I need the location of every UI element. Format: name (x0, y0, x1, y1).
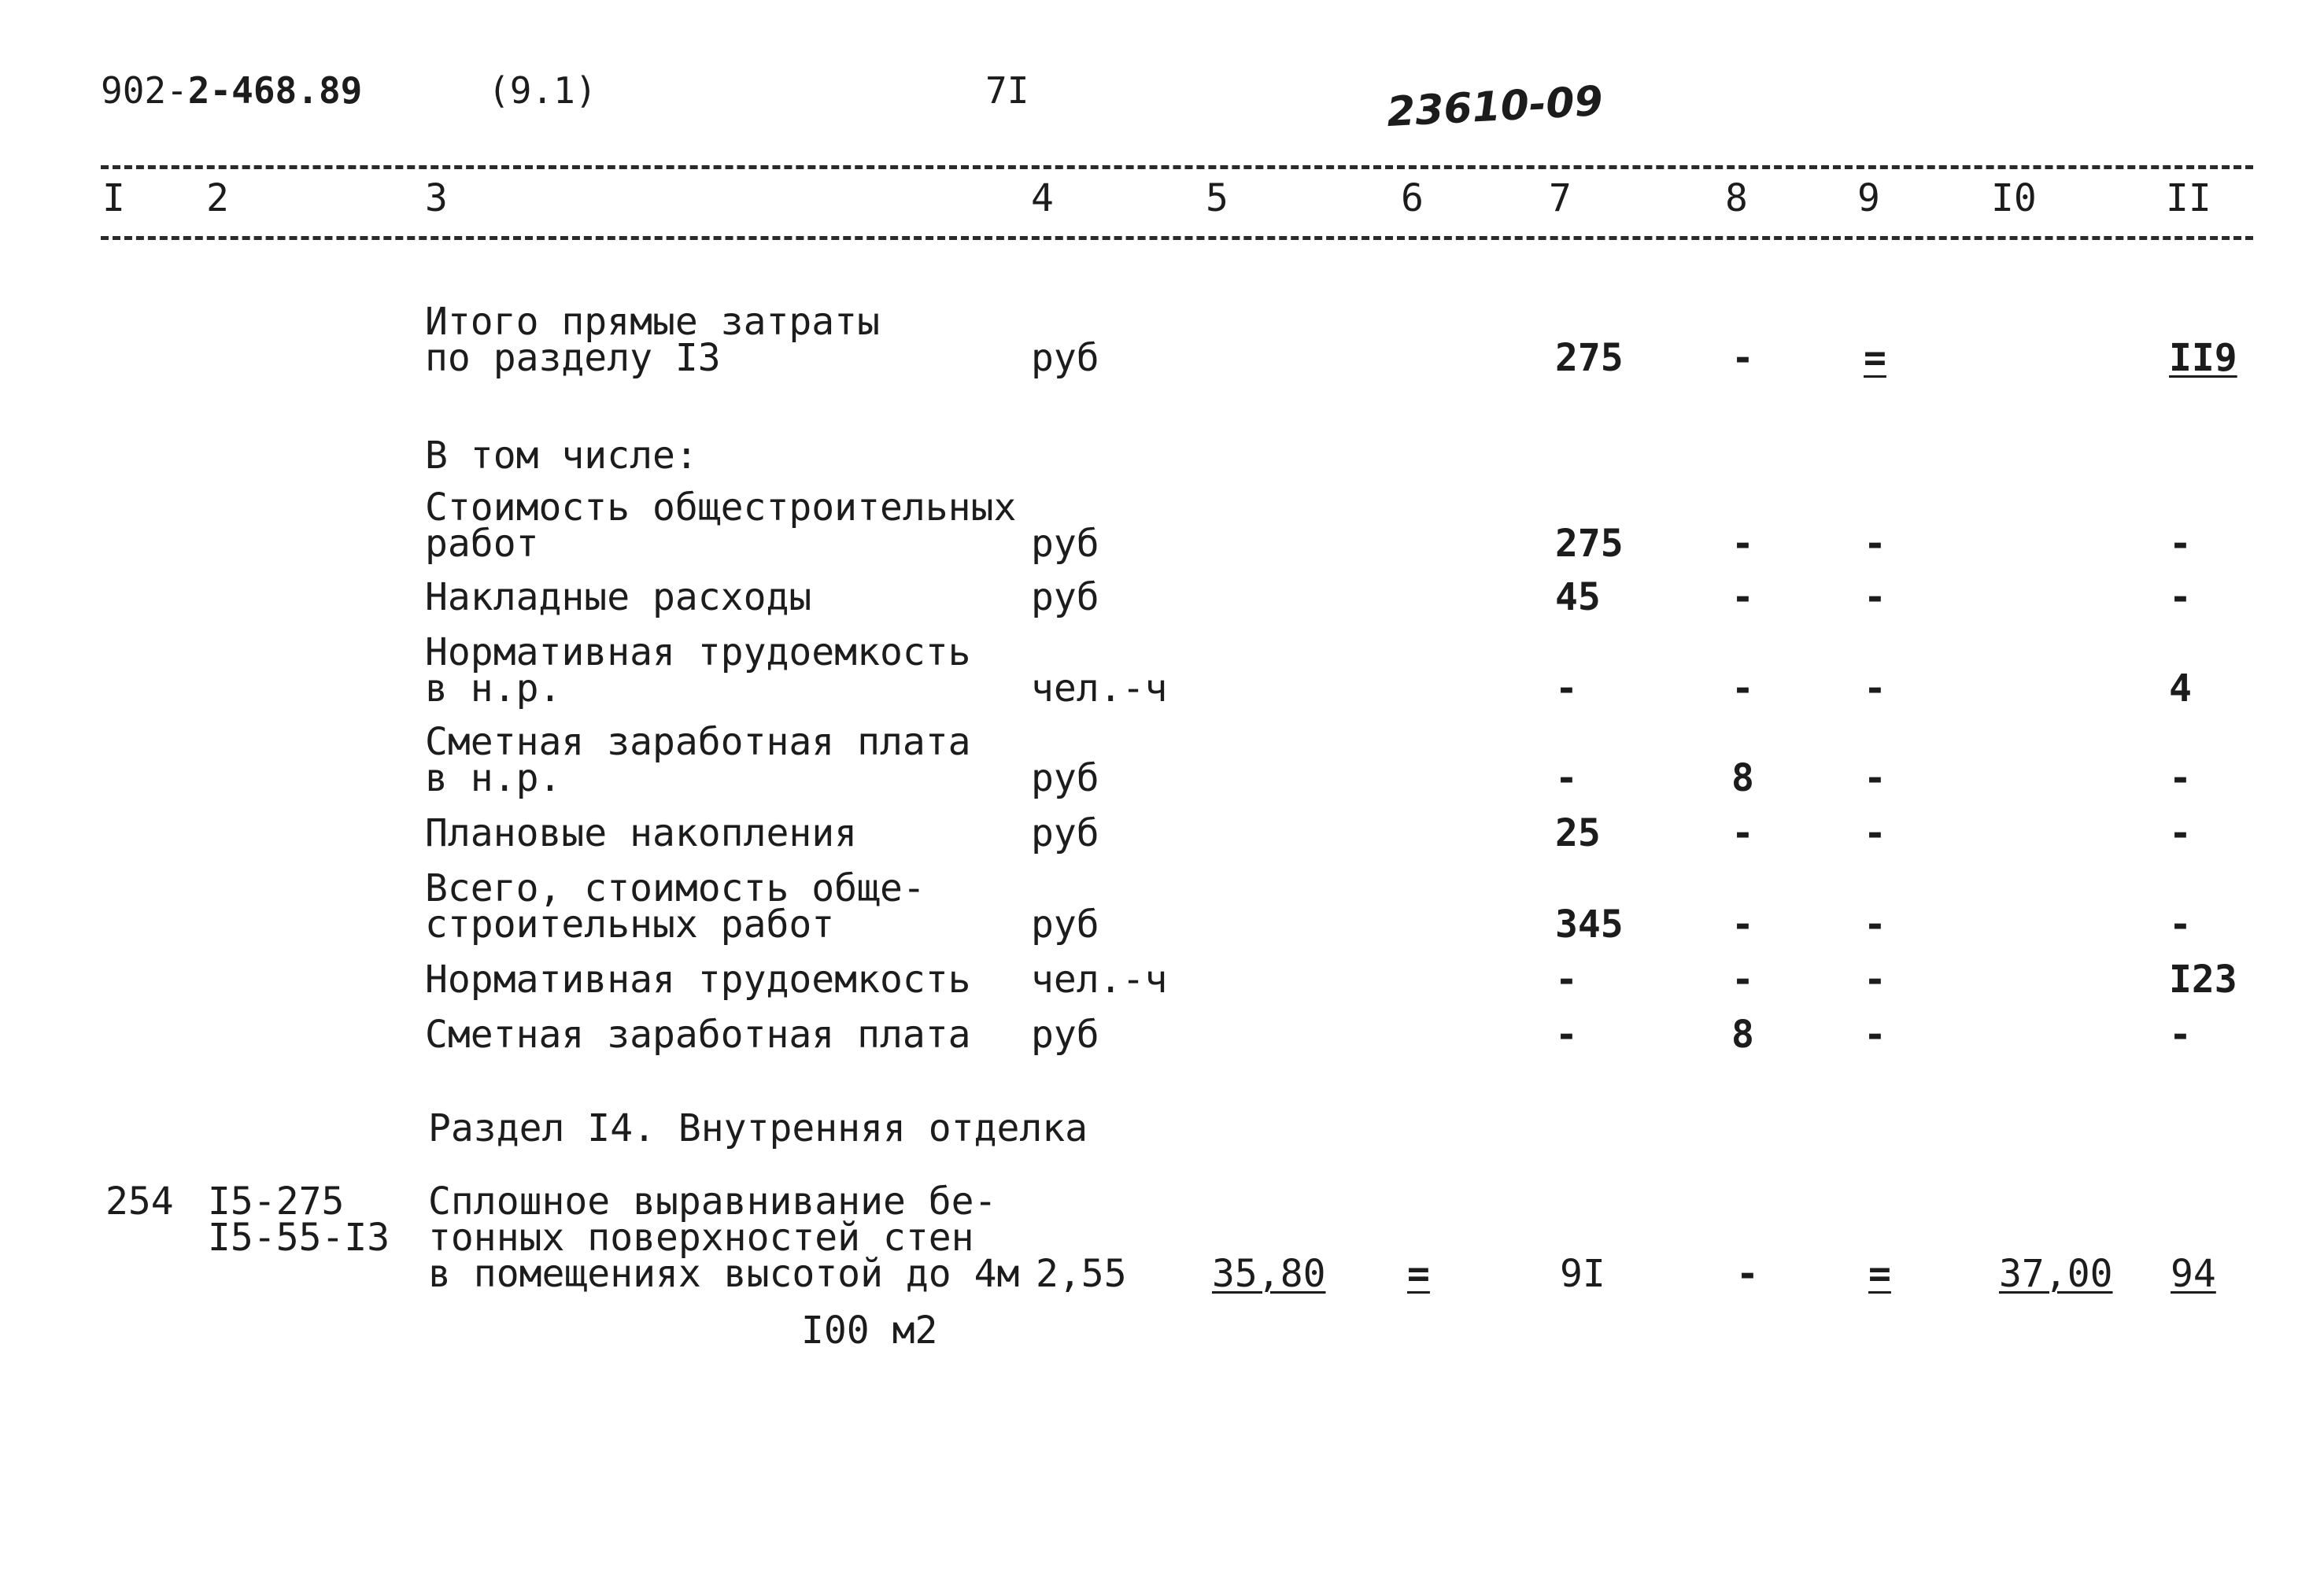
row-description: Плановые накопления (425, 811, 858, 855)
item-col5: 35,80 (1212, 1252, 1326, 1296)
column-number-8: 8 (1725, 176, 1748, 220)
row-col9: - (1864, 811, 1886, 855)
row-description: Нормативная трудоемкость в н.р. (425, 630, 971, 711)
row-col8: - (1731, 336, 1754, 380)
page-number: 7I (985, 69, 1029, 112)
row-col11: - (2169, 903, 2192, 947)
row-col7: 45 (1555, 575, 1601, 619)
column-number-1: I (102, 176, 125, 220)
row-col9: - (1864, 522, 1886, 566)
column-number-2: 2 (206, 176, 229, 220)
row-col11: - (2169, 522, 2192, 566)
row-description: Сметная заработная плата (425, 1013, 971, 1057)
row-col8: - (1731, 575, 1754, 619)
row-description: Итого прямые затраты по разделу I3 (425, 300, 880, 380)
row-col8: - (1731, 666, 1754, 711)
row-description: Всего, стоимость обще- строительных работ (425, 866, 926, 947)
item-col7: 9I (1560, 1252, 1605, 1296)
column-number-5: 5 (1206, 176, 1229, 220)
column-number-4: 4 (1031, 176, 1054, 220)
column-number-6: 6 (1401, 176, 1424, 220)
row-description: В том числе: (425, 434, 698, 478)
row-col8: - (1731, 522, 1754, 566)
row-col7: 275 (1555, 336, 1624, 380)
column-number-10: I0 (1991, 176, 2037, 220)
column-number-11: II (2166, 176, 2211, 220)
row-col7: 25 (1555, 811, 1601, 855)
row-col8: 8 (1731, 756, 1754, 800)
row-unit: руб (1031, 1013, 1099, 1057)
row-col7: - (1555, 756, 1578, 800)
row-col8: - (1731, 958, 1754, 1002)
row-col11: II9 (2169, 336, 2237, 380)
row-col9: - (1864, 1013, 1886, 1057)
row-col11: I23 (2169, 958, 2237, 1002)
section-title: Раздел I4. Внутренняя отделка (428, 1106, 1088, 1150)
item-codes: I5-275 I5-55-I3 (208, 1179, 390, 1260)
row-col7: 345 (1555, 903, 1624, 947)
header-rule-bottom (101, 236, 2253, 240)
row-unit: руб (1031, 811, 1099, 855)
row-col9: = (1864, 336, 1886, 380)
row-col11: - (2169, 1013, 2192, 1057)
row-col9: - (1864, 575, 1886, 619)
row-description: Сметная заработная плата в н.р. (425, 720, 971, 800)
row-unit: руб (1031, 903, 1099, 947)
row-col8: 8 (1731, 1013, 1754, 1057)
row-col11: - (2169, 756, 2192, 800)
item-description: Сплошное выравнивание бе- тонных поверхностей стен в помещениях высотой до 4м (428, 1179, 1020, 1296)
row-col11: 4 (2169, 666, 2192, 711)
document-code-prefix: 902- (101, 69, 188, 112)
row-unit: руб (1031, 522, 1099, 566)
row-unit: руб (1031, 575, 1099, 619)
row-col7: - (1555, 1013, 1578, 1057)
item-col9: = (1868, 1252, 1891, 1296)
row-col11: - (2169, 811, 2192, 855)
row-col9: - (1864, 666, 1886, 711)
row-col9: - (1864, 903, 1886, 947)
item-col4: 2,55 (1036, 1252, 1127, 1296)
header-rule-top (101, 165, 2253, 169)
row-col7: 275 (1555, 522, 1624, 566)
row-col9: - (1864, 958, 1886, 1002)
section-reference: (9.1) (488, 69, 597, 112)
handwritten-number: 23610-09 (1385, 77, 1605, 137)
column-number-9: 9 (1857, 176, 1880, 220)
row-col8: - (1731, 903, 1754, 947)
row-col9: - (1864, 756, 1886, 800)
row-unit: чел.-ч (1031, 958, 1168, 1002)
row-unit: чел.-ч (1031, 666, 1168, 711)
row-unit: руб (1031, 756, 1099, 800)
item-number: 254 (105, 1179, 174, 1224)
row-description: Нормативная трудоемкость (425, 958, 971, 1002)
row-col8: - (1731, 811, 1754, 855)
row-description: Накладные расходы (425, 575, 812, 619)
item-unit: I00 м2 (801, 1309, 938, 1353)
column-number-3: 3 (425, 176, 448, 220)
item-col10: 37,00 (1999, 1252, 2113, 1296)
document-code-rest: 2-468.89 (187, 69, 363, 112)
row-unit: руб (1031, 336, 1099, 380)
row-col11: - (2169, 575, 2192, 619)
item-col6: = (1407, 1252, 1430, 1296)
document-code (101, 69, 363, 112)
column-number-7: 7 (1549, 176, 1572, 220)
row-description: Стоимость общестроительных работ (425, 485, 1017, 566)
item-col11: 94 (2171, 1252, 2216, 1296)
row-col7: - (1555, 958, 1578, 1002)
row-col7: - (1555, 666, 1578, 711)
item-col8: - (1736, 1252, 1759, 1296)
